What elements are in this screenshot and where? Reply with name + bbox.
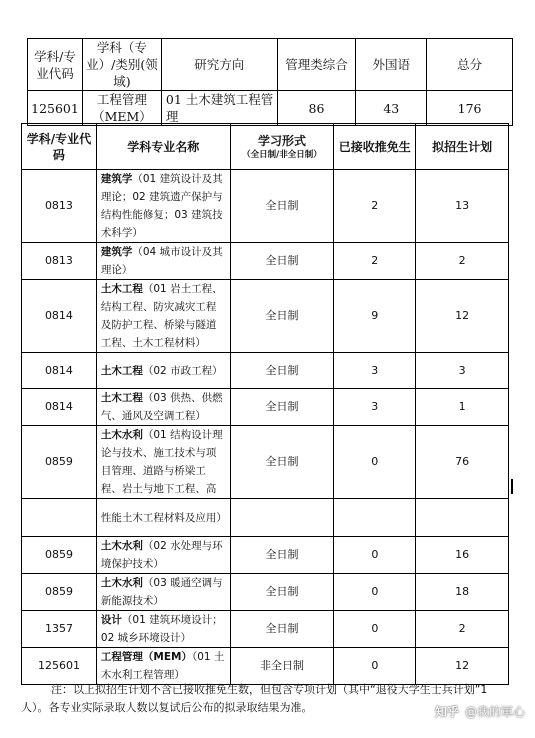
header-direction: 研究方向 (161, 39, 277, 91)
header-code: 学科/专业代码 (22, 124, 97, 170)
cell-code: 0813 (22, 170, 97, 243)
cell-name (96, 389, 230, 426)
cell-name (96, 537, 230, 574)
major-tag: 土木工程 (100, 283, 143, 295)
header-total: 总分 (427, 39, 513, 91)
table-row (22, 243, 509, 280)
header-mode-sub: （全日制/非全日制） (242, 149, 322, 160)
cell-code: 0813 (22, 243, 97, 280)
cell-plan: 12 (416, 648, 509, 685)
header-recommended: 已接收推免生 (334, 124, 416, 170)
header-mode-label: 学习形式 (257, 133, 306, 148)
major-desc: （01 建筑环境设计；02 城乡环境设计） (100, 614, 223, 644)
score-table-header (28, 39, 513, 91)
cell-management: 86 (277, 91, 356, 126)
cell-recommended: 0 (334, 648, 416, 685)
major-tag: 土木水利 (100, 429, 143, 441)
cell-name (96, 170, 230, 243)
cell-code: 125601 (22, 648, 97, 685)
cell-name (96, 353, 230, 389)
table-row (22, 574, 509, 611)
major-tag: 建筑学 (100, 246, 133, 258)
table-row (22, 426, 509, 499)
major-desc: （01 土木水利工程管理） (100, 651, 225, 681)
major-desc: （01 建筑设计及其理论；02 建筑遗产保护与结构性能修复；03 建筑技术科学） (100, 173, 223, 239)
header-mode (230, 124, 334, 170)
table-row (22, 537, 509, 574)
cell-recommended: 2 (334, 170, 416, 243)
cell-mode (230, 499, 334, 537)
header-language: 外国语 (356, 39, 427, 91)
major-desc: （01 岩土工程、结构工程、防灾减灾工程及防护工程、桥梁与隧道工程、土木工程材料） (100, 283, 223, 349)
cell-recommended: 0 (334, 537, 416, 574)
cell-name (96, 426, 230, 499)
cell-name (96, 280, 230, 353)
cell-mode: 非全日制 (230, 648, 334, 685)
cell-name (96, 648, 230, 685)
cell-name (96, 243, 230, 280)
cell-code: 1357 (22, 611, 97, 648)
header-plan: 拟招生计划 (416, 124, 509, 170)
cell-mode: 全日制 (230, 389, 334, 426)
cell-recommended: 0 (334, 611, 416, 648)
page-break-marker (511, 479, 513, 494)
cell-plan: 18 (416, 574, 509, 611)
table-row (22, 170, 509, 243)
table-row (22, 353, 509, 389)
cell-plan: 2 (416, 243, 509, 280)
major-desc: （03 暖通空调与新能源技术） (100, 577, 223, 607)
major-desc: （02 市政工程） (142, 364, 223, 377)
cell-major: 工程管理（MEM） (82, 91, 161, 126)
cell-mode: 全日制 (230, 170, 334, 243)
enrollment-table-header (22, 124, 509, 170)
table-row (22, 611, 509, 648)
watermark (435, 703, 525, 720)
cell-plan: 76 (416, 426, 509, 499)
cell-mode: 全日制 (230, 353, 334, 389)
cell-mode: 全日制 (230, 426, 334, 499)
cell-code: 0814 (22, 353, 97, 389)
header-major: 学科（专业）/类别(领域) (82, 39, 161, 91)
table-row (22, 280, 509, 353)
cell-mode: 全日制 (230, 243, 334, 280)
header-management: 管理类综合 (277, 39, 356, 91)
cell-code: 0814 (22, 389, 97, 426)
cell-plan: 1 (416, 389, 509, 426)
table-row (22, 648, 509, 685)
table-row-continuation (22, 499, 509, 537)
cell-name-continuation: 性能土木工程材料及应用） (96, 499, 230, 537)
cell-plan: 16 (416, 537, 509, 574)
header-name: 学科专业名称 (96, 124, 230, 170)
cell-recommended: 2 (334, 243, 416, 280)
footnote: 注：以上拟招生计划不含已接收推免生数，但包含专项计划（其中“退役大学生士兵计划”1 人）。各专业实际录取人数以复试后公布的拟录取结果为准。 (21, 683, 488, 714)
cell-recommended: 9 (334, 280, 416, 353)
cell-recommended: 3 (334, 353, 416, 389)
cell-name (96, 611, 230, 648)
cell-recommended: 0 (334, 426, 416, 499)
major-tag: 设计 (100, 614, 122, 626)
major-desc: （03 供热、供燃气、通风及空调工程） (100, 392, 223, 422)
major-tag: 建筑学 (100, 173, 133, 185)
score-table (27, 38, 513, 126)
cell-plan (416, 499, 509, 537)
major-tag: 工程管理（MEM） (100, 651, 192, 663)
major-tag: 土木水利 (100, 577, 143, 589)
cell-code: 0814 (22, 280, 97, 353)
cell-code: 125601 (28, 91, 83, 126)
cell-recommended: 3 (334, 389, 416, 426)
major-desc: （01 结构设计理论与技术、施工技术与项目管理、道路与桥梁工程、岩土与地下工程、高 (100, 429, 223, 495)
enrollment-table-continued (21, 498, 509, 685)
cell-direction: 01 土木建筑工程管理 (161, 91, 277, 126)
cell-mode: 全日制 (230, 280, 334, 353)
watermark-user: @我的軍心 (464, 705, 525, 719)
score-table-row (28, 91, 513, 126)
table-row (22, 389, 509, 426)
cell-code: 0859 (22, 426, 97, 499)
major-desc: （04 城市设计及其理论） (100, 246, 223, 276)
header-code: 学科/专业代码 (28, 39, 83, 91)
cell-mode: 全日制 (230, 537, 334, 574)
cell-total: 176 (427, 91, 513, 126)
cell-plan: 3 (416, 353, 509, 389)
cell-code: 0859 (22, 574, 97, 611)
watermark-site: 知乎 (434, 705, 459, 719)
cell-plan: 2 (416, 611, 509, 648)
major-tag: 土木工程 (100, 364, 143, 377)
cell-plan: 13 (416, 170, 509, 243)
cell-mode: 全日制 (230, 611, 334, 648)
cell-code: 0859 (22, 537, 97, 574)
major-tag: 土木工程 (100, 392, 143, 404)
enrollment-table (21, 123, 509, 499)
cell-name (96, 574, 230, 611)
cell-recommended: 0 (334, 574, 416, 611)
cell-code (22, 499, 97, 537)
major-desc: （02 水处理与环境保护技术） (100, 540, 223, 570)
cell-plan: 12 (416, 280, 509, 353)
major-tag: 土木水利 (100, 540, 143, 552)
cell-recommended (334, 499, 416, 537)
cell-language: 43 (356, 91, 427, 126)
cell-mode: 全日制 (230, 574, 334, 611)
